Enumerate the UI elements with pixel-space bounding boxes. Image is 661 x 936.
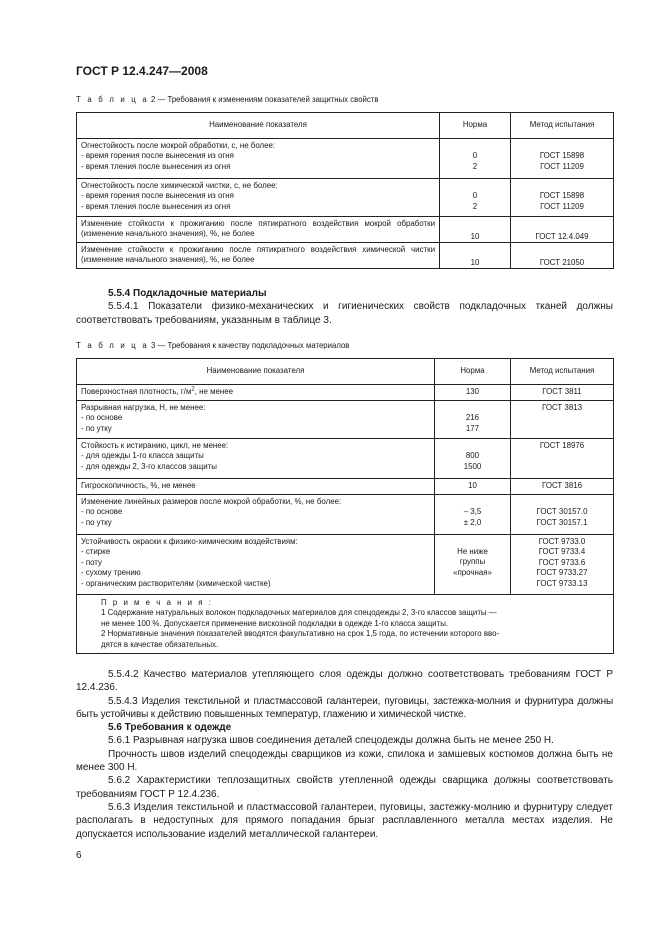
table3-notes — [77, 595, 614, 654]
table2-caption-text: 2 — Требования к изменениям показателей защитных свойств — [151, 95, 379, 104]
paragraph-5-6-1: 5.6.1 Разрывная нагрузка швов соединения деталей спецодежды должна быть не менее 250 Н. — [108, 735, 554, 747]
table-cell-name: Стойкость к истиранию, цикл, не менее: - для одежды 1-го класса защиты - для одежды 2, 3-го классов защиты — [77, 439, 435, 479]
table-cell-method: ГОСТ 9733.0 ГОСТ 9733.4 ГОСТ 9733.6 ГОСТ 9733.27 ГОСТ 9733.13 — [511, 535, 614, 595]
table2-header-row — [77, 113, 614, 139]
table-cell-norm: 10 — [435, 479, 511, 495]
table-cell-norm: 216 177 — [435, 401, 511, 439]
table-row — [77, 179, 614, 217]
table-cell-name: Огнестойкость после мокрой обработки, с, не более: - время горения после вынесения из огня - время тления после вынесения из огня — [77, 139, 440, 179]
note-1-cont: не менее 100 %. Допускается применение вискозной подкладки в одежде 1-го класса защиты. — [101, 618, 449, 628]
table3-caption-text: 3 — Требования к качеству подкладочных материалов — [151, 341, 350, 350]
note-2-cont: дятся в качестве обязательных. — [101, 639, 219, 649]
table2-caption — [76, 95, 379, 104]
paragraph: 5.5.4.1 Показатели физико-механических и гигиенических свойств подкладочных тканей должны соответствовать требованиям, указанным в таблице 3. — [76, 301, 613, 326]
table-cell-name: Гигроскопичность, %, не менее — [77, 479, 435, 495]
table-cell-name: Изменение стойкости к прожиганию после пятикратного воздействия химической чистки (изменение начального значения), %, не более — [77, 243, 440, 269]
paragraph-5-6-1-b: Прочность швов изделий спецодежды сварщиков из кожи, спилока и замшевых костюмов должна быть не менее 300 Н. — [76, 748, 613, 774]
table-row — [77, 243, 614, 269]
table-row — [77, 139, 614, 179]
table-cell-norm: 800 1500 — [435, 439, 511, 479]
table-cell-norm: 0 2 — [440, 139, 511, 179]
table2-header-name: Наименование показателя — [77, 113, 440, 139]
table-cell-method: ГОСТ 12.4.049 — [511, 217, 614, 243]
table2-header-method: Метод испытания — [511, 113, 614, 139]
table-cell-norm: 0 2 — [440, 179, 511, 217]
table3-notes-row — [77, 595, 614, 654]
table-row — [77, 479, 614, 495]
note-1: 1 Содержание натуральных волокон подкладочных материалов для спецодежды 2, 3-го классов защиты — — [101, 608, 497, 618]
document-header: ГОСТ Р 12.4.247—2008 — [76, 64, 208, 78]
table2 — [76, 112, 614, 269]
table-cell-norm: 130 — [435, 385, 511, 401]
table-row — [77, 385, 614, 401]
table3-header-method: Метод испытания — [511, 359, 614, 385]
paragraph-5-6-2: 5.6.2 Характеристики теплозащитных свойств утепленной одежды сварщика должны соответствовать требованиям ГОСТ Р 12.4.236. — [76, 775, 613, 800]
table-row — [77, 217, 614, 243]
body-text — [76, 668, 613, 841]
table-row — [77, 495, 614, 535]
table-cell-name: Устойчивость окраски к физико-химическим воздействиям: - стирке - поту - сухому трению - органическим растворителям (химической чистке) — [77, 535, 435, 595]
table-cell-name: Огнестойкость после химической чистки, с, не более: - время горения после вынесения из огня - время тления после вынесения из огня — [77, 179, 440, 217]
table2-header-norm: Норма — [440, 113, 511, 139]
table-cell-norm: Не ниже группы «прочная» — [435, 535, 511, 595]
table3-header-row — [77, 359, 614, 385]
table-cell-method: ГОСТ 21050 — [511, 243, 614, 269]
table-row — [77, 439, 614, 479]
table-cell-name: Разрывная нагрузка, Н, не менее: - по основе - по утку — [77, 401, 435, 439]
table-cell-method: ГОСТ 3816 — [511, 479, 614, 495]
paragraph-5-5-4-3: 5.5.4.3 Изделия текстильной и пластмассовой галантереи, пуговицы, застежка-молния и фурнитура должны быть устойчивы к действию повышенных температур, глажению и химической чистке. — [76, 695, 613, 720]
table3-caption — [76, 341, 349, 350]
section-5-5-4 — [76, 287, 613, 327]
section-title: 5.5.4 Подкладочные материалы — [108, 288, 267, 299]
page-number: 6 — [76, 850, 82, 861]
section-title-5-6: 5.6 Требования к одежде — [108, 722, 232, 734]
table3-header-norm: Норма — [435, 359, 511, 385]
table-cell-method: ГОСТ 3813 — [511, 401, 614, 439]
table-cell-name: Поверхностная плотность, $г/м^2$, не менее — [77, 385, 435, 401]
table-cell-method: ГОСТ 30157.0 ГОСТ 30157.1 — [511, 495, 614, 535]
paragraph-5-5-4-2: 5.5.4.2 Качество материалов утепляющего слоя одежды должно соответствовать требованиям ГОСТ Р 12.4.236. — [76, 669, 613, 694]
table3 — [76, 358, 614, 654]
table-cell-method: ГОСТ 18976 — [511, 439, 614, 479]
table3-header-name: Наименование показателя — [77, 359, 435, 385]
table-cell-norm: 10 — [440, 243, 511, 269]
note-2: 2 Нормативные значения показателей вводятся факультативно на срок 1,5 года, по истечении которого вво- — [101, 629, 500, 639]
table-cell-method: ГОСТ 15898 ГОСТ 11209 — [511, 179, 614, 217]
notes-title: П р и м е ч а н и я : — [101, 598, 213, 607]
table-cell-method: ГОСТ 3811 — [511, 385, 614, 401]
table2-caption-word: Т а б л и ц а — [76, 95, 149, 104]
table3-caption-word: Т а б л и ц а — [76, 341, 149, 350]
table-row — [77, 401, 614, 439]
table-cell-norm: 10 — [440, 217, 511, 243]
table-cell-norm: – 3,5 ± 2,0 — [435, 495, 511, 535]
paragraph-5-6-3: 5.6.3 Изделия текстильной и пластмассовой галантереи, пуговицы, застежку-молнию и фурнитуру следует располагать в недоступных для прямого попадания брызг расплавленного металла местах изделия. Не допускается использование изделий металлической галантереи. — [76, 801, 613, 840]
table-cell-name: Изменение линейных размеров после мокрой обработки, %, не более: - по основе - по утку — [77, 495, 435, 535]
table-row — [77, 535, 614, 595]
table-cell-name: Изменение стойкости к прожиганию после пятикратного воздействия мокрой обработки (изменение начального значения), %, не более — [77, 217, 440, 243]
table-cell-method: ГОСТ 15898 ГОСТ 11209 — [511, 139, 614, 179]
